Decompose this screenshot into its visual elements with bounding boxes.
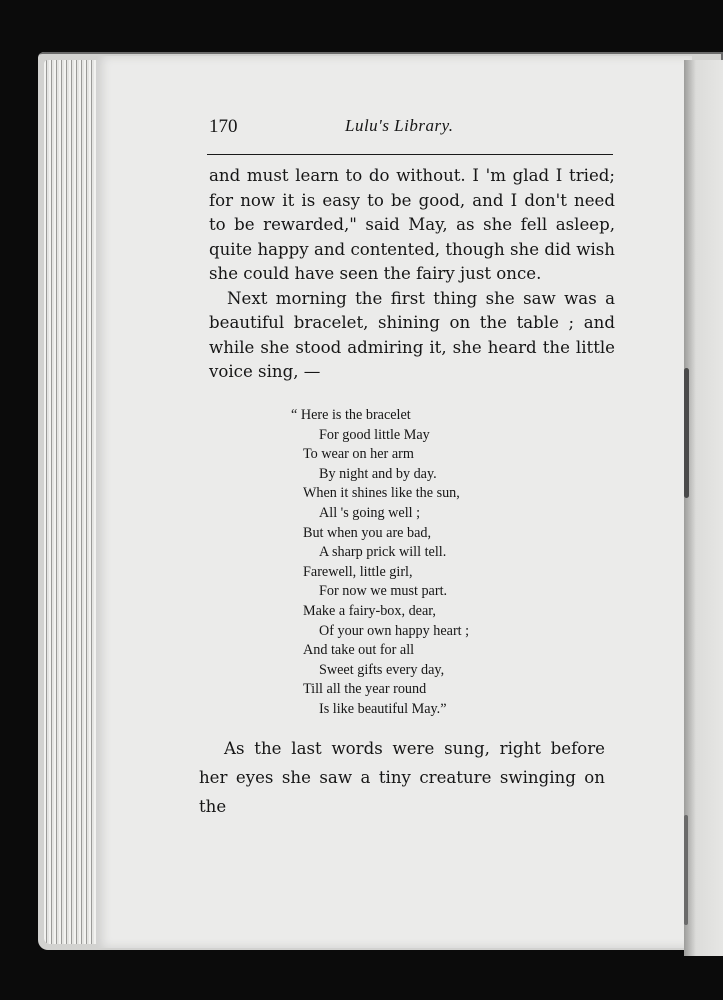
poem-line: Till all the year round [303,681,427,698]
running-head [207,116,617,150]
header-rule [207,154,613,155]
binding-mark [684,815,688,925]
poem-line: When it shines like the sun, [303,485,460,502]
poem-line: Make a fairy-box, dear, [303,602,436,619]
poem-line: But when you are bad, [303,524,432,541]
closing-text [199,734,605,821]
paragraph: Next morning the first thing she saw was a beautiful bracelet, shining on the table ; and while she stood admiring it, she heard the little voice sing, — [209,288,615,381]
poem-line: For now we must part. [319,583,448,600]
poem-line: A sharp prick will tell. [319,544,447,561]
page-edges [44,60,104,944]
page-number: 170 [209,116,238,137]
poem-line: Farewell, little girl, [303,563,413,580]
facing-page-edge [684,60,723,956]
poem-line: Is like beautiful May.” [319,700,447,717]
poem-line: All 's going well ; [319,504,421,521]
binding-mark [684,368,689,498]
poem-line: For good little May [319,426,430,443]
paragraph: and must learn to do without. I 'm glad I tried; for now it is easy to be good, and I don't need to be rewarded," said May, as she fell asleep, quite happy and contented, though she did wish she could have seen the fairy just once. [209,166,615,283]
running-title: Lulu's Library. [345,116,454,135]
poem-line: To wear on her arm [303,446,414,463]
poem-line: Of your own happy heart ; [319,622,470,639]
poem-line: And take out for all [303,642,415,659]
poem-line: “ Here is the bracelet [291,407,411,423]
poem-line: By night and by day. [319,465,437,482]
poem [291,406,603,720]
poem-line: Sweet gifts every day, [319,661,445,678]
text-block [199,116,617,816]
body-text [209,164,615,385]
paragraph: As the last words were sung, right before her eyes she saw a tiny creature swinging on the [199,739,605,816]
